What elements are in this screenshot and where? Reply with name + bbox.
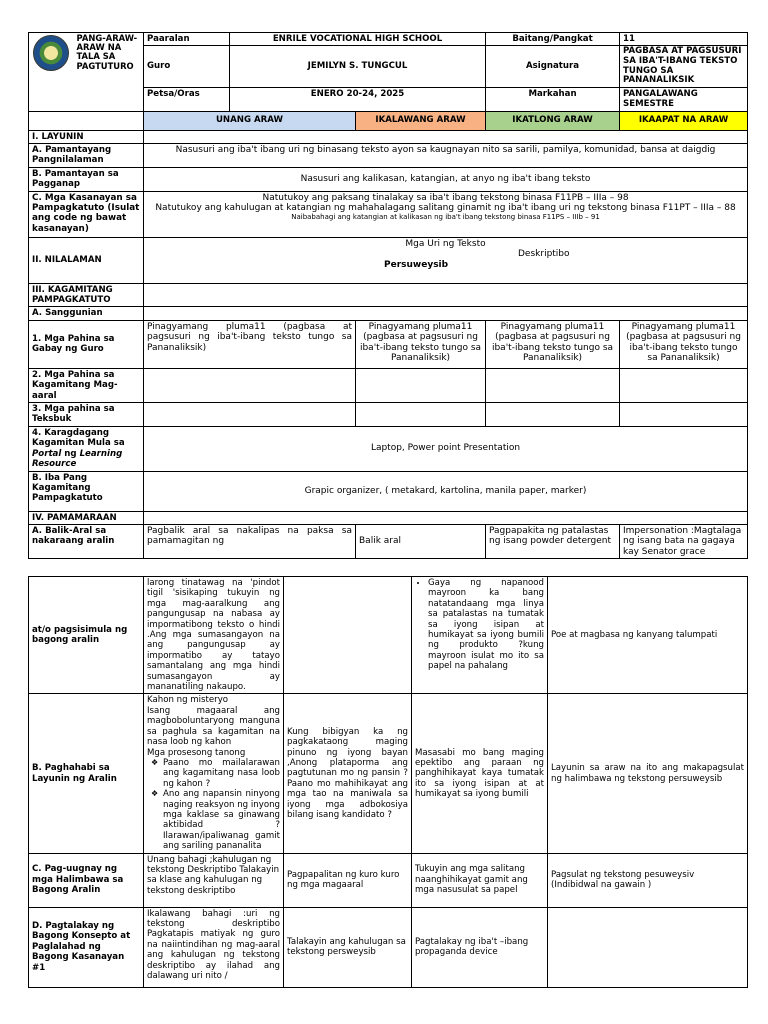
paghahabi-day-1-title: Kahon ng misteryo: [147, 695, 229, 706]
pagtalakay-label: D. Pagtalakay ng Bagong Konsepto at Paglalahad ng Bagong Kasanayan #1: [29, 907, 144, 987]
nilalaman-label: II. NILALAMAN: [29, 237, 144, 283]
pag-uugnay-day-3: Tukuyin ang mga salitang naanghihikayat gamit ang mga nasusulat sa papel: [412, 853, 548, 907]
lesson-plan-table-2: [28, 576, 748, 988]
kasanayan-line-1: Natutukoy ang paksang tinalakay sa iba't ibang tekstong binasa F11PB – IIIa – 98: [262, 192, 629, 203]
pagsisimula-day-4: Poe at magbasa ng kanyang talumpati: [548, 577, 748, 694]
baitang-value: 11: [620, 33, 748, 46]
nilalaman-cell: [144, 237, 748, 283]
pamantayang-value: Nasusuri ang iba't ibang uri ng binasang teksto ayon sa kaugnayan nito sa sarili, pamilya, komunidad, bansa at daigdig: [144, 144, 748, 168]
teksbuk-day-2: [356, 403, 486, 427]
paghahabi-day-1-question: ❖ Ano ang napansin ninyong naging reaksyon ng inyong mga kaklase sa ginawang aktibidad ? Ilarawan/ipaliwanag gamit ang sariling pananalita: [163, 789, 280, 851]
school-logo-cell: [29, 33, 74, 112]
asignatura-label: Asignatura: [486, 46, 620, 87]
nilalaman-deskriptibo: Deskriptibo: [518, 248, 570, 259]
gabay-day-2: Pinagyamang pluma11 (pagbasa at pagsusuri ng iba't-ibang teksto tungo sa Pananaliksik): [356, 320, 486, 368]
kagamitan-mag-aaral-day-1: [144, 368, 356, 402]
paghahabi-label: B. Paghahabi sa Layunin ng Aralin: [29, 694, 144, 853]
kasanayan-cell: [144, 191, 748, 237]
document-title: PANG-ARAW-ARAW NA TALA SA PAGTUTURO: [74, 33, 144, 112]
petsa-label: Petsa/Oras: [144, 87, 230, 111]
balik-aral-label: A. Balik-Aral sa nakaraang aralin: [29, 524, 144, 558]
paaralan-value: ENRILE VOCATIONAL HIGH SCHOOL: [230, 33, 486, 46]
pagtalakay-day-2: Talakayin ang kahulugan sa tekstong persweysib: [284, 907, 412, 987]
paaralan-label: Paaralan: [144, 33, 230, 46]
pagtalakay-day-1: Ikalawang bahagi :uri ng tekstong deskriptibo Pagkatapis matiyak ng guro na naiintindihan ng mag-aaral ang kahulugan ng tekstong deskriptibo ay ilahad ang dalawang uri nito /: [144, 907, 284, 987]
balik-aral-day-3: Pagpapakita ng patalastas ng isang powder detergent: [486, 524, 620, 558]
karagdagang-label: [29, 426, 144, 471]
gabay-day-1: Pinagyamang pluma11 (pagbasa at pagsusuri ng iba't-ibang teksto tungo sa Pananaliksik): [144, 320, 356, 368]
karagdagang-label-lr: Learning Resource: [32, 448, 123, 470]
iba-pang-value: Grapic organizer, ( metakard, kartolina, manila paper, marker): [144, 471, 748, 511]
guro-value: JEMILYN S. TUNGCUL: [230, 46, 486, 87]
pamantayang-label: A. Pamantayang Pangnilalaman: [29, 144, 144, 168]
teksbuk-label: 3. Mga pahina sa Teksbuk: [29, 403, 144, 427]
baitang-label: Baitang/Pangkat: [486, 33, 620, 46]
teksbuk-day-3: [486, 403, 620, 427]
teksbuk-day-1: [144, 403, 356, 427]
nilalaman-line-1: Mga Uri ng Teksto: [405, 238, 486, 249]
kagamitan-mag-aaral-day-4: [620, 368, 748, 402]
day-4-header: IKAAPAT NA ARAW: [620, 111, 748, 130]
pagsisimula-day-2: [284, 577, 412, 694]
karagdagang-value: Laptop, Power point Presentation: [144, 426, 748, 471]
kagamitang-blank: [144, 283, 748, 307]
day-2-header: IKALAWANG ARAW: [356, 111, 486, 130]
blank-corner-cell: [29, 111, 144, 130]
pagsisimula-day-3-item: • Gaya ng napanood mayroon ka bang natatandaang mga linya sa patalastas na tumatak sa iyong isipan at humikayat sa iyong bumili ng produkto ?kung mayroon isulat mo ito sa papel na pahalang: [428, 578, 544, 672]
markahan-label: Markahan: [486, 87, 620, 111]
kagamitang-label: III. KAGAMITANG PAMPAGKATUTO: [29, 283, 144, 307]
karagdagang-label-portal: Portal: [32, 448, 62, 459]
pagtalakay-day-4: [548, 907, 748, 987]
pagtalakay-day-3: Pagtalakay ng iba't –ibang propaganda device: [412, 907, 548, 987]
paghahabi-day-1-question: ❖ Paano mo mailalarawan ang kagamitang nasa loob ng kahon ?: [163, 758, 280, 789]
markahan-value: PANGALAWANG SEMESTRE: [620, 87, 748, 111]
paghahabi-day-1-cell: [144, 694, 284, 853]
layunin-heading: I. LAYUNIN: [29, 130, 144, 143]
pamamaraan-heading: IV. PAMAMARAAN: [29, 511, 144, 524]
paghahabi-day-4: Layunin sa araw na ito ang makapagsulat ng halimbawa ng tekstong persuweysib: [548, 694, 748, 853]
petsa-value: ENERO 20-24, 2025: [230, 87, 486, 111]
kagamitan-mag-aaral-day-3: [486, 368, 620, 402]
gabay-day-4: Pinagyamang pluma11 (pagbasa at pagsusuri ng iba't-ibang teksto tungo sa Pananaliksik): [620, 320, 748, 368]
pagsisimula-day-1: larong tinatawag na 'pindot tigil 'sisikaping tukuyin ng mga mag-aaralkung ang pangungusap na nabasa ay impormatibong teksto o hindi .Ang mga sumasangayon na ang pangungusap ay impormatibo ay tatayo samantalang ang mga hindi sumasangayon ay mananatiling nakaupo.: [144, 577, 284, 694]
pagsisimula-label: at/o pagsisimula ng bagong aralin: [29, 577, 144, 694]
lesson-plan-table-1: [28, 32, 748, 559]
pagganap-label: B. Pamantayan sa Pagganap: [29, 167, 144, 191]
day-3-header: IKATLONG ARAW: [486, 111, 620, 130]
karagdagang-label-b: ng: [64, 448, 77, 459]
balik-aral-day-1: Pagbalik aral sa nakalipas na paksa sa pamamagitan ng: [144, 524, 356, 558]
day-1-header: UNANG ARAW: [144, 111, 356, 130]
kasanayan-line-2: Natutukoy ang kahulugan at katangian ng mahahalagang salitang ginamit ng iba't ibang uri ng tekstong binasa F11PT – IIIa – 88: [155, 203, 736, 214]
pagsisimula-day-3-cell: [412, 577, 548, 694]
kagamitan-mag-aaral-label: 2. Mga Pahina sa Kagamitang Mag-aaral: [29, 368, 144, 402]
pagsisimula-day-3-list: [415, 578, 544, 672]
guro-label: Guro: [144, 46, 230, 87]
paghahabi-day-2: Kung bibigyan ka ng pagkakataong maging pinuno ng iyong bayan ,Anong plataporma ang pagtutunan mo ng pansin ? Paano mo mahihikayat ang mga tao na maniwala sa iyong mga adbokosiya bilang isang kandidato ?: [284, 694, 412, 853]
nilalaman-persuweysib: Persuweysib: [384, 259, 449, 270]
kasanayan-label: C. Mga Kasanayan sa Pampagkatuto (Isulat ang code ng bawat kasanayan): [29, 191, 144, 237]
paghahabi-day-3: Masasabi mo bang maging epektibo ang paraan ng panghihikayat kaya tumatak ito sa iyong isipan at at humikayat sa iyong bumili: [412, 694, 548, 853]
teksbuk-day-4: [620, 403, 748, 427]
pag-uugnay-day-1: Unang bahagi ;kahulugan ng tekstong Deskriptibo Talakayin sa klase ang kahulugan ng tekstong deskriptibo: [144, 853, 284, 907]
pag-uugnay-day-4: Pagsulat ng tekstong pesuweysiv (Indibidwal na gawain ): [548, 853, 748, 907]
gabay-label: 1. Mga Pahina sa Gabay ng Guro: [29, 320, 144, 368]
asignatura-value: PAGBASA AT PAGSUSURI SA IBA'T-IBANG TEKSTO TUNGO SA PANANALIKSIK: [620, 46, 748, 87]
lesson-plan-page-2: [0, 575, 768, 1024]
layunin-blank: [144, 130, 748, 143]
school-seal-icon: [33, 35, 69, 71]
pag-uugnay-day-2: Pagpapalitan ng kuro kuro ng mga magaaral: [284, 853, 412, 907]
kasanayan-line-3: Naibabahagi ang katangian at kalikasan ng iba't ibang tekstong binasa F11PS – IIIb – 91: [291, 213, 600, 222]
paghahabi-day-1-intro: Isang magaaral ang magboboluntaryong manguna sa paghula sa kagamitan na nasa loob ng kahon: [147, 705, 280, 748]
pag-uugnay-label: C. Pag-uugnay ng mga Halimbawa sa Bagong Aralin: [29, 853, 144, 907]
paghahabi-day-1-questions: [147, 758, 280, 852]
gabay-day-3: Pinagyamang pluma11 (pagbasa at pagsusuri ng iba't-ibang teksto tungo sa Pananaliksik): [486, 320, 620, 368]
sanggunian-label: A. Sanggunian: [29, 307, 144, 320]
karagdagang-label-a: 4. Karagdagang Kagamitan Mula sa: [32, 427, 125, 449]
pamamaraan-blank: [144, 511, 748, 524]
pagganap-value: Nasusuri ang kalikasan, katangian, at anyo ng iba't ibang teksto: [144, 167, 748, 191]
iba-pang-label: B. Iba Pang Kagamitang Pampagkatuto: [29, 471, 144, 511]
balik-aral-day-4: Impersonation :Magtalaga ng isang bata na gagaya kay Senator grace: [620, 524, 748, 558]
balik-aral-day-2: Balik aral: [356, 524, 486, 558]
kagamitan-mag-aaral-day-2: [356, 368, 486, 402]
sanggunian-blank: [144, 307, 748, 320]
paghahabi-day-1-proseso: Mga prosesong tanong: [147, 747, 246, 758]
